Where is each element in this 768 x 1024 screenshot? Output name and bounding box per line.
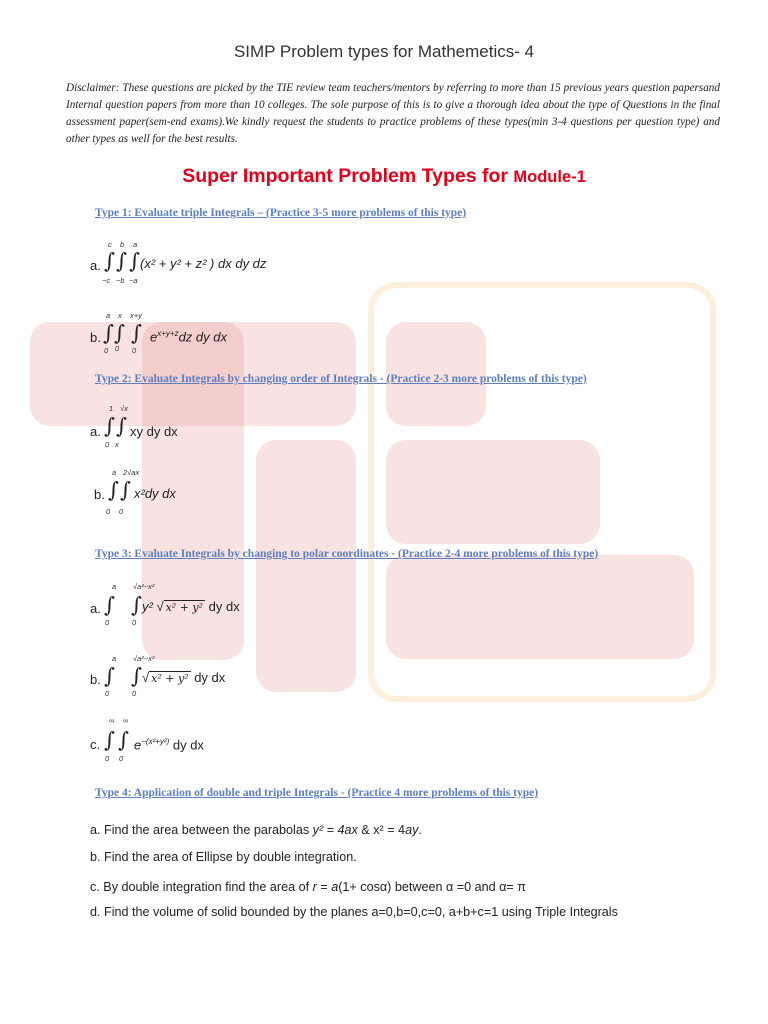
item-text: c. By double integration find the area of: [90, 880, 313, 894]
integral-sign: ∫: [116, 249, 127, 273]
integrand: (x² + y² + z² ) dx dy dz: [140, 256, 267, 271]
lower-limit: 0: [105, 754, 110, 763]
integral-sign: ∫: [131, 664, 142, 688]
integrand: $e^{x+y+z}dz$ dy dx: [150, 329, 227, 345]
lower-limit: 0: [132, 618, 137, 627]
integrand-factor: y²: [142, 599, 153, 614]
upper-limit: x+y: [130, 311, 142, 320]
integral-sign: ∫: [131, 321, 142, 345]
item-math: y² = 4ax: [312, 823, 358, 837]
type4-item-a: [90, 823, 422, 837]
upper-limit: a: [112, 582, 117, 591]
upper-limit: ∞: [109, 716, 115, 725]
lower-limit: 0: [105, 440, 110, 449]
item-text: .: [418, 823, 422, 837]
upper-limit: a: [112, 654, 117, 663]
integrand: xy dy dx: [130, 424, 178, 439]
lower-limit: 0: [105, 689, 110, 698]
problem-label: b.: [90, 330, 101, 345]
lower-limit: 0: [106, 507, 111, 516]
integral-sign: ∫: [129, 249, 140, 273]
upper-limit: a: [112, 468, 117, 477]
type2-heading[interactable]: Type 2: Evaluate Integrals by changing order of Integrals - (Practice 2-3 more problems of this type): [95, 373, 587, 385]
item-text: & x² = 4: [357, 823, 406, 837]
integral-sign: ∫: [118, 728, 129, 752]
lower-limit: 0: [115, 344, 120, 353]
upper-limit: √a²−x²: [133, 654, 155, 663]
type4-heading[interactable]: Type 4: Application of double and triple Integrals - (Practice 4 more problems of this type): [95, 787, 539, 799]
lower-limit: 0: [132, 346, 137, 355]
integral-sign: ∫: [131, 593, 142, 617]
upper-limit: 2√ax: [123, 468, 140, 477]
type4-item-c: [90, 880, 526, 894]
exp-base: e: [134, 737, 142, 753]
lower-limit: −b: [116, 276, 125, 285]
disclaimer-text: Disclaimer: These questions are picked by the TIE review team teachers/mentors by referring to more than 15 previous years question papersand Internal question papers from more than 10 colleges. The sole purpose of this is to give a thorough idea about the type of Questions in the final assessment paper(sem-end exams).We kindly request the students to practice problems of these types(min 3-4 questions per question type) and other types as well for the best results.: [66, 82, 720, 145]
section-title: [0, 165, 768, 188]
integral-sign: ∫: [108, 478, 119, 502]
differentials: dz dy dx: [178, 329, 227, 345]
upper-limit: a: [133, 240, 138, 249]
integral-sign: ∫: [114, 321, 125, 345]
upper-limit: c: [108, 240, 112, 249]
integral-sign: ∫: [116, 414, 127, 438]
lower-limit: 0: [105, 618, 110, 627]
integral-sign: ∫: [120, 478, 131, 502]
item-text: =: [316, 880, 332, 894]
item-math: r: [312, 880, 317, 894]
upper-limit: a: [106, 311, 111, 320]
problem-label: a.: [90, 258, 101, 273]
lower-limit: −c: [102, 276, 111, 285]
upper-limit: x: [118, 311, 122, 320]
lower-limit: 0: [119, 507, 124, 516]
lower-limit: x: [115, 440, 119, 449]
watermark-shape: [256, 440, 356, 692]
upper-limit: b: [120, 240, 125, 249]
watermark-outline: [368, 282, 716, 702]
item-math: ay: [405, 823, 419, 837]
problem-label: b.: [90, 672, 101, 687]
integral-sign: ∫: [104, 593, 115, 617]
integral-sign: ∫: [104, 414, 115, 438]
exponent: −(x²+y²): [141, 737, 170, 746]
upper-limit: 1: [109, 404, 114, 413]
lower-limit: 0: [119, 754, 124, 763]
integral-sign: ∫: [104, 664, 115, 688]
upper-limit: √a²−x²: [133, 582, 155, 591]
section-title-text: Super Important Problem Types for: [182, 165, 514, 187]
problem-label: a.: [90, 601, 101, 616]
section-module: Module-1: [513, 168, 586, 186]
lower-limit: 0: [132, 689, 137, 698]
type3-heading[interactable]: Type 3: Evaluate Integrals by changing to polar coordinates - (Practice 2-4 more problems of this type): [95, 548, 599, 560]
integrand: [134, 737, 204, 752]
integrand: √ x² + y² dy dx: [142, 670, 226, 685]
lower-limit: 0: [104, 346, 109, 355]
upper-limit: √x: [120, 404, 128, 413]
lower-limit: −a: [129, 276, 138, 285]
integral-sign: ∫: [104, 249, 115, 273]
differentials: dy dx: [190, 670, 226, 685]
type4-item-d: d. Find the volume of solid bounded by the planes a=0,b=0,c=0, a+b+c=1 using Triple Integrals: [90, 905, 618, 919]
sqrt-radicand: x² + y²: [151, 672, 189, 685]
document-title: SIMP Problem types for Mathemetics- 4: [233, 42, 535, 61]
integrand: y² √ x² + y² dy dx: [142, 599, 240, 614]
sqrt-radicand: x² + y²: [165, 601, 204, 614]
problem-label: c.: [90, 737, 101, 752]
item-text: a. Find the area between the parabolas: [90, 823, 313, 837]
integral-sign: ∫: [104, 728, 115, 752]
differentials: dy dx: [169, 737, 204, 753]
problem-label: a.: [90, 424, 101, 439]
problem-label: b.: [94, 487, 105, 502]
type4-item-b: b. Find the area of Ellipse by double integration.: [90, 850, 357, 864]
exponent: x+y+z: [157, 329, 179, 338]
type1-heading[interactable]: Type 1: Evaluate triple Integrals – (Practice 3-5 more problems of this type): [95, 207, 467, 219]
integral-sign: ∫: [103, 321, 114, 345]
upper-limit: ∞: [123, 716, 129, 725]
differentials: dy dx: [205, 599, 240, 614]
item-text: (1+ cosα) between α =0 and α= π: [338, 880, 526, 894]
integrand: x²dy dx: [134, 486, 176, 501]
item-math: a: [331, 880, 339, 894]
